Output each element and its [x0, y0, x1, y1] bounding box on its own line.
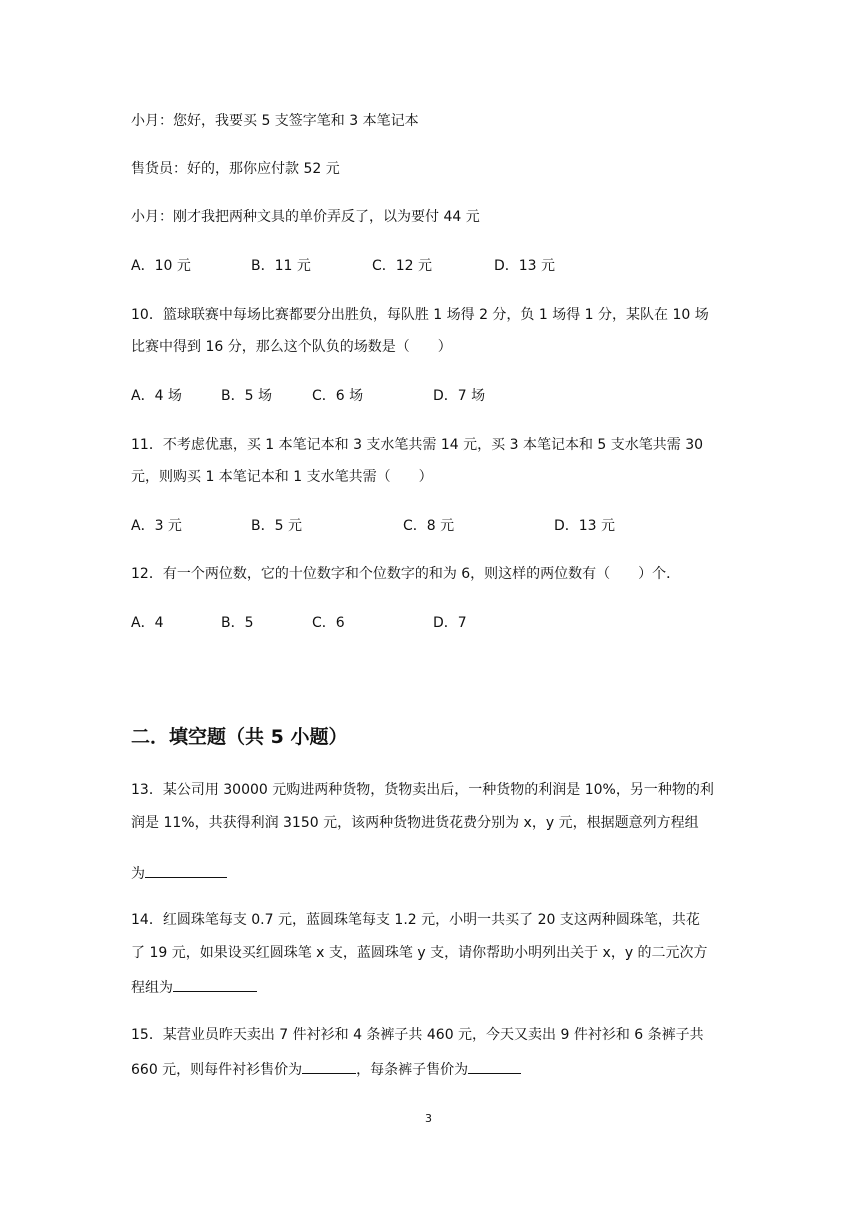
page-number: 3: [425, 1112, 432, 1125]
q15-line-2: [131, 1058, 521, 1080]
q12-option-b: B．5: [221, 615, 254, 631]
q11-option-d: D．13 元: [554, 518, 616, 534]
q12-line-1: 12．有一个两位数，它的十位数字和个位数字的和为 6，则这样的两位数有（ ）个．: [131, 566, 681, 582]
q13-line-3-text: 为: [131, 866, 145, 882]
q14-line-3: [131, 976, 257, 998]
q14-answer-blank[interactable]: [173, 976, 257, 992]
q12-option-c: C．6: [312, 615, 345, 631]
dialogue-line-2: 售货员：好的，那你应付款 52 元: [131, 161, 340, 177]
q10-option-a: A．4 场: [131, 388, 182, 404]
q13-answer-blank[interactable]: [145, 862, 227, 878]
q11-line-2: 元，则购买 1 本笔记本和 1 支水笔共需（ ）: [131, 469, 433, 485]
q15-shirt-price-blank[interactable]: [302, 1058, 356, 1074]
q12-option-d: D．7: [433, 615, 467, 631]
q10-option-d: D．7 场: [433, 388, 486, 404]
q10-line-2: 比赛中得到 16 分，那么这个队负的场数是（ ）: [131, 339, 452, 355]
dialogue-line-3: 小月：刚才我把两种文具的单价弄反了，以为要付 44 元: [131, 209, 480, 225]
q15-line-2-text-a: 660 元，则每件衬衫售价为: [131, 1062, 303, 1078]
q13-line-3: [131, 862, 227, 884]
q12-option-a: A．4: [131, 615, 164, 631]
q11-option-c: C．8 元: [403, 518, 455, 534]
q10-option-b: B．5 场: [221, 388, 272, 404]
q14-line-3-text: 程组为: [131, 980, 173, 996]
q9-option-a: A．10 元: [131, 258, 191, 274]
q15-line-1: 15．某营业员昨天卖出 7 件衬衫和 4 条裤子共 460 元，今天又卖出 9 件衬衫和 6 条裤子共: [131, 1027, 704, 1043]
q9-option-c: C．12 元: [372, 258, 433, 274]
q10-option-c: C．6 场: [312, 388, 364, 404]
q13-line-1: 13．某公司用 30000 元购进两种货物，货物卖出后，一种货物的利润是 10%，另一种物的利: [131, 782, 714, 798]
dialogue-line-1: 小月：您好，我要买 5 支签字笔和 3 本笔记本: [131, 113, 419, 129]
q15-pants-price-blank[interactable]: [468, 1058, 521, 1074]
q15-line-2-text-b: ，每条裤子售价为: [356, 1062, 469, 1078]
q9-option-d: D．13 元: [494, 258, 556, 274]
q11-line-1: 11．不考虑优惠，买 1 本笔记本和 3 支水笔共需 14 元，买 3 本笔记本和 5 支水笔共需 30: [131, 437, 704, 453]
q14-line-2: 了 19 元，如果设买红圆珠笔 x 支，蓝圆珠笔 y 支，请你帮助小明列出关于 x，y 的二元次方: [131, 945, 708, 961]
q11-option-b: B．5 元: [251, 518, 302, 534]
q14-line-1: 14．红圆珠笔每支 0.7 元，蓝圆珠笔每支 1.2 元，小明一共买了 20 支这两种圆珠笔，共花: [131, 912, 700, 928]
q13-line-2: 润是 11%，共获得利润 3150 元，该两种货物进货花费分别为 x，y 元，根据题意列方程组: [131, 815, 699, 831]
q9-option-b: B．11 元: [251, 258, 311, 274]
q11-option-a: A．3 元: [131, 518, 182, 534]
q10-line-1: 10．篮球联赛中每场比赛都要分出胜负，每队胜 1 场得 2 分，负 1 场得 1 分，某队在 10 场: [131, 307, 709, 323]
section-2-heading: 二．填空题（共 5 小题）: [131, 726, 348, 748]
